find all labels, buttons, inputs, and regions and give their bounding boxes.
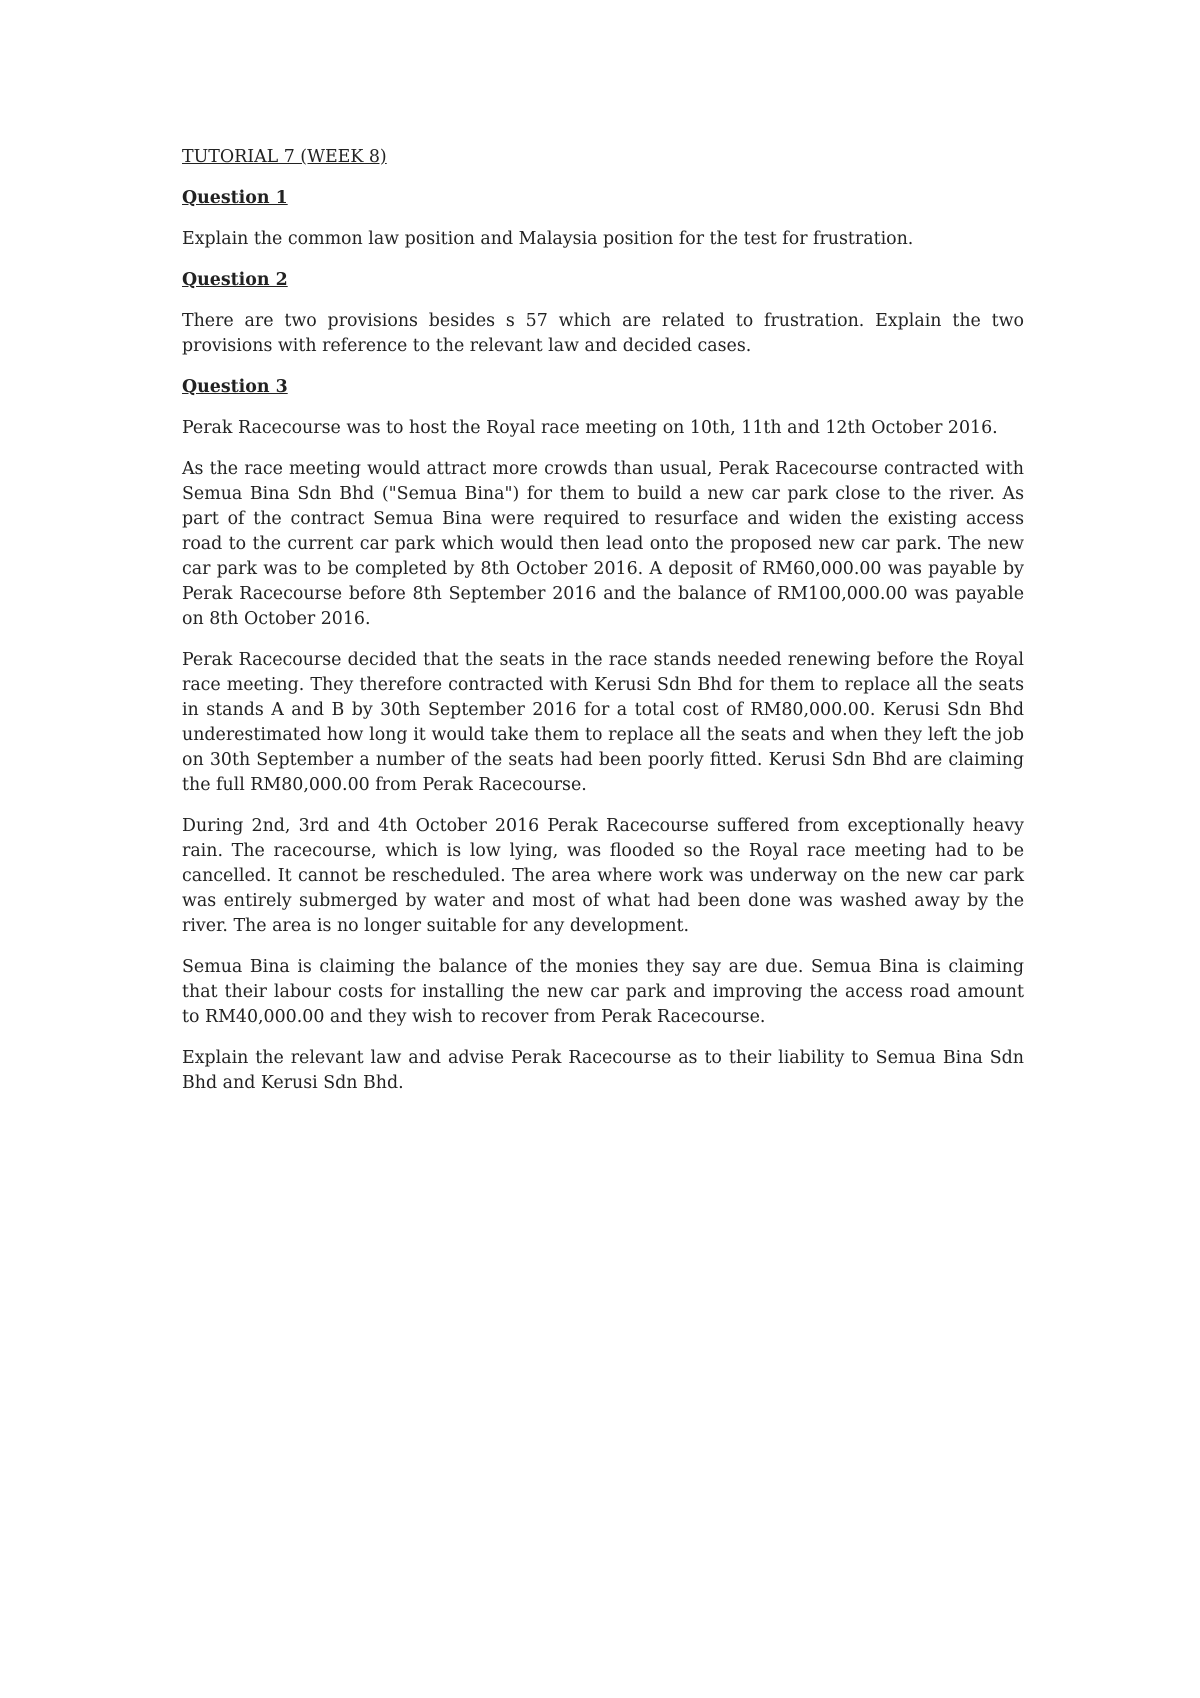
question-3-paragraph: Perak Racecourse decided that the seats in the race stands needed renewing before the Royal race meeting. They therefore contracted with Kerusi Sdn Bhd for them to replace all the seats in stands A and B by 30th September 2016 for a total cost of RM80,000.00. Kerusi Sdn Bhd underestimated how long it would take them to replace all the seats and when they left the job on 30th September a number of the seats had been poorly fitted. Kerusi Sdn Bhd are claiming the full RM80,000.00 from Perak Racecourse. bbox=[182, 650, 1024, 795]
question-3-heading: Question 3 bbox=[182, 377, 288, 397]
question-1-heading: Question 1 bbox=[182, 188, 288, 208]
question-1-text: Explain the common law position and Malaysia position for the test for frustration. bbox=[182, 229, 914, 249]
question-3-paragraph: Semua Bina is claiming the balance of the monies they say are due. Semua Bina is claiming that their labour costs for installing the new car park and improving the access road amount to RM40,000.00 and they wish to recover from Perak Racecourse. bbox=[182, 957, 1024, 1027]
document-title: TUTORIAL 7 (WEEK 8) bbox=[182, 147, 387, 167]
question-3-paragraph: As the race meeting would attract more crowds than usual, Perak Racecourse contracted with Semua Bina Sdn Bhd ("Semua Bina") for them to build a new car park close to the river. As part of the contract Semua Bina were required to resurface and widen the existing access road to the current car park which would then lead onto the proposed new car park. The new car park was to be completed by 8th October 2016. A deposit of RM60,000.00 was payable by Perak Racecourse before 8th September 2016 and the balance of RM100,000.00 was payable on 8th October 2016. bbox=[182, 459, 1024, 629]
document-body bbox=[182, 145, 1024, 1112]
question-2-heading: Question 2 bbox=[182, 270, 288, 290]
question-3-paragraph: Explain the relevant law and advise Perak Racecourse as to their liability to Semua Bina Sdn Bhd and Kerusi Sdn Bhd. bbox=[182, 1048, 1024, 1093]
question-3-paragraph: Perak Racecourse was to host the Royal race meeting on 10th, 11th and 12th October 2016. bbox=[182, 418, 998, 438]
question-3-paragraph: During 2nd, 3rd and 4th October 2016 Perak Racecourse suffered from exceptionally heavy rain. The racecourse, which is low lying, was flooded so the Royal race meeting had to be cancelled. It cannot be rescheduled. The area where work was underway on the new car park was entirely submerged by water and most of what had been done was washed away by the river. The area is no longer suitable for any development. bbox=[182, 816, 1024, 936]
question-2-text: There are two provisions besides s 57 which are related to frustration. Explain the two provisions with reference to the relevant law and decided cases. bbox=[182, 311, 1024, 356]
